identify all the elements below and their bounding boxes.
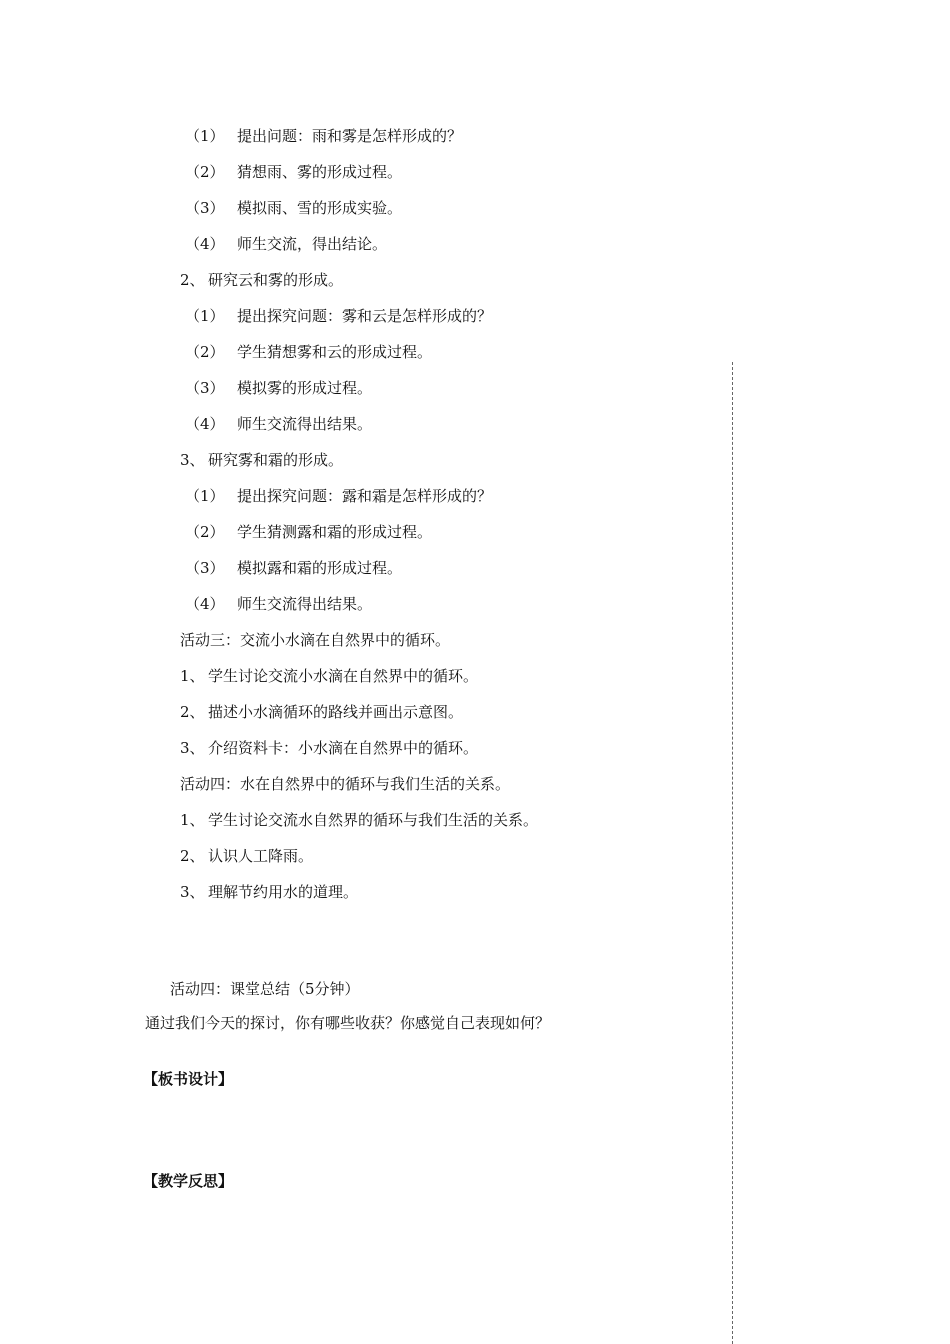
item-number: 1、 <box>180 811 205 829</box>
activity3-item-2 <box>180 702 463 722</box>
dew-frost-heading <box>180 450 343 470</box>
step-number: （4） <box>185 415 225 433</box>
dew-step-3 <box>185 558 402 578</box>
heading-number: 2、 <box>180 271 205 289</box>
rain-step-3 <box>185 198 402 218</box>
activity4-item-2 <box>180 846 313 866</box>
dew-step-1 <box>185 486 492 506</box>
heading-number: 3、 <box>180 451 205 469</box>
item-text: 认识人工降雨。 <box>208 847 314 865</box>
activity3-item-3 <box>180 738 478 758</box>
step-text: 模拟雨、雪的形成实验。 <box>237 199 403 217</box>
rain-step-2 <box>185 162 402 182</box>
step-number: （2） <box>185 343 225 361</box>
summary-text: 通过我们今天的探讨，你有哪些收获？你感觉自己表现如何？ <box>145 1014 551 1032</box>
step-number: （4） <box>185 595 225 613</box>
item-text: 描述小水滴循环的路线并画出示意图。 <box>208 703 464 721</box>
dew-step-4 <box>185 594 372 614</box>
step-text: 模拟雾的形成过程。 <box>237 379 373 397</box>
item-number: 3、 <box>180 883 205 901</box>
heading-text: 研究雾和霜的形成。 <box>208 451 344 469</box>
item-text: 学生讨论交流小水滴在自然界中的循环。 <box>208 667 479 685</box>
step-number: （1） <box>185 487 225 505</box>
cloud-fog-heading <box>180 270 343 290</box>
item-number: 3、 <box>180 739 205 757</box>
step-text: 提出探究问题：雾和云是怎样形成的？ <box>237 307 493 325</box>
step-text: 学生猜想雾和云的形成过程。 <box>237 343 433 361</box>
step-number: （2） <box>185 523 225 541</box>
step-text: 师生交流得出结果。 <box>237 595 373 613</box>
summary-title: 活动四：课堂总结（5分钟） <box>170 980 360 998</box>
step-text: 猜想雨、雾的形成过程。 <box>237 163 403 181</box>
item-text: 理解节约用水的道理。 <box>208 883 359 901</box>
step-text: 模拟露和霜的形成过程。 <box>237 559 403 577</box>
step-number: （4） <box>185 235 225 253</box>
step-text: 学生猜测露和霜的形成过程。 <box>237 523 433 541</box>
activity4-item-1 <box>180 810 538 830</box>
item-text: 介绍资料卡：小水滴在自然界中的循环。 <box>208 739 479 757</box>
activity4-item-3 <box>180 882 358 902</box>
activity3-item-1 <box>180 666 478 686</box>
margin-dashed-line <box>732 362 733 1344</box>
cloud-step-2 <box>185 342 432 362</box>
step-number: （3） <box>185 199 225 217</box>
item-text: 学生讨论交流水自然界的循环与我们生活的关系。 <box>208 811 539 829</box>
step-number: （1） <box>185 307 225 325</box>
step-text: 师生交流，得出结论。 <box>237 235 388 253</box>
step-number: （2） <box>185 163 225 181</box>
step-number: （1） <box>185 127 225 145</box>
dew-step-2 <box>185 522 432 542</box>
activity4-title: 活动四：水在自然界中的循环与我们生活的关系。 <box>180 775 511 793</box>
board-design-heading: 【板书设计】 <box>143 1070 234 1088</box>
step-number: （3） <box>185 559 225 577</box>
step-text: 师生交流得出结果。 <box>237 415 373 433</box>
item-number: 2、 <box>180 847 205 865</box>
step-text: 提出探究问题：露和霜是怎样形成的？ <box>237 487 493 505</box>
cloud-step-4 <box>185 414 372 434</box>
step-text: 提出问题：雨和雾是怎样形成的？ <box>237 127 463 145</box>
item-number: 1、 <box>180 667 205 685</box>
reflection-heading: 【教学反思】 <box>143 1172 234 1190</box>
item-number: 2、 <box>180 703 205 721</box>
cloud-step-1 <box>185 306 492 326</box>
rain-step-4 <box>185 234 387 254</box>
heading-text: 研究云和雾的形成。 <box>208 271 344 289</box>
step-number: （3） <box>185 379 225 397</box>
cloud-step-3 <box>185 378 372 398</box>
rain-step-1 <box>185 126 462 146</box>
activity3-title: 活动三：交流小水滴在自然界中的循环。 <box>180 631 451 649</box>
